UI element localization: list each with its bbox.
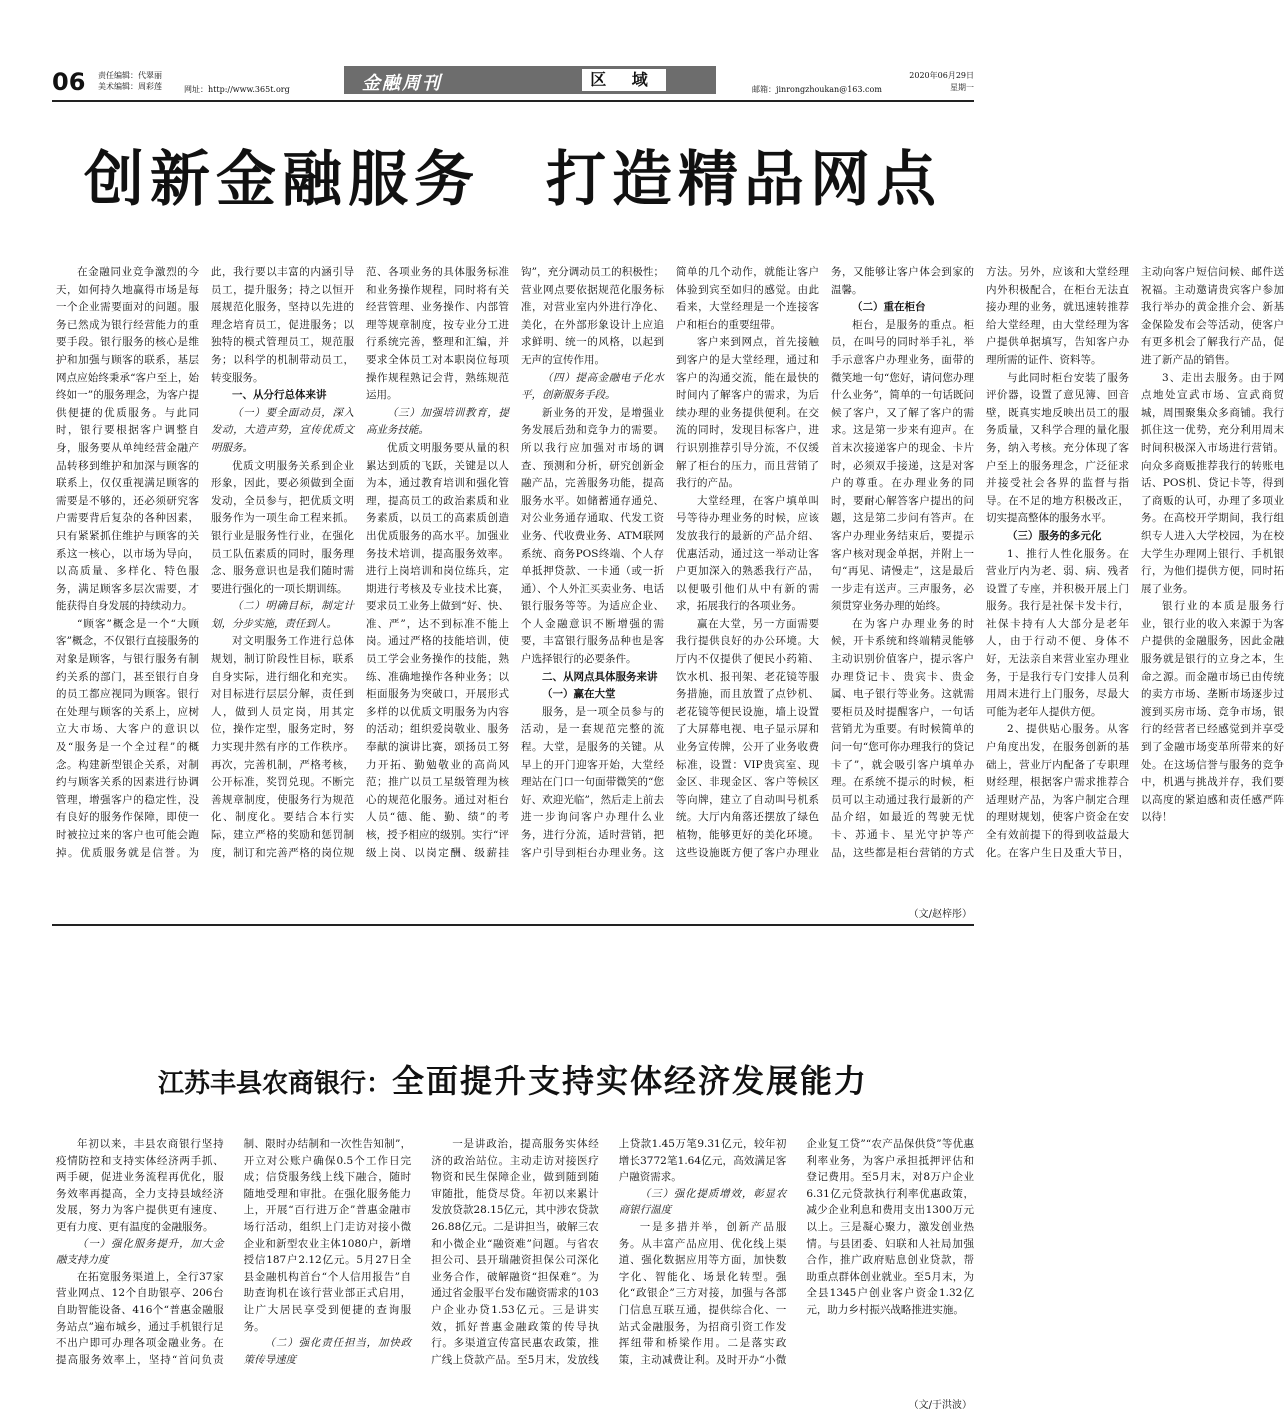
paragraph: “顾客”概念是一个“大顾客”概念，不仅银行直接服务的对象是顾客，与银行服务有制约关系的部门，甚至银行自身的员工都应视同为顾客。银行在处理与顾客的关系上，应树立大市场、大客户的意识以及“服务是一个全过程”的概念。构建新型银企关系，对制约与顾客关系的因素进行协调管理，增强客户的稳定性，没有良好的服务作保障，即使一时被拉过来的客户也可能会跑掉。优质服务就是信誉。为此，我行要以丰富的内涵引导员工，提升服务；持之以恒开展规范化服务，坚持以先进的理念培育员工，促进服务；以独特的模式管理员工，规范服务；以科学的机制带动员工，转变服务。 <box>56 266 354 859</box>
dateline <box>909 70 974 94</box>
section-label: 区 域 <box>582 69 666 91</box>
editor-line: 责任编辑：代翠丽 <box>98 71 162 80</box>
subheading: （一）赢在大堂 <box>542 688 616 701</box>
main-article-body <box>56 264 1284 864</box>
paragraph: 服务，是一项全员参与的活动，是一套规范完整的流程。大堂，是服务的关键。从早上的开门迎客开始，大堂经理站在门口一句面带微笑的“您好、欢迎光临”，然后走上前去进一步询问客户办理什么业务，进行分流，适时营销，把客户引导到柜台办理业务。这简单的几个动作，就能让客户体验到宾至如归的感觉。由此看来，大堂经理是一个连接客户和柜台的重要纽带。 <box>521 266 819 859</box>
page-header <box>52 66 974 100</box>
secondary-article-byline: （文/于洪波） <box>908 1400 972 1411</box>
subheading: （二）强化责任担当，加快政策传导速度 <box>243 1337 412 1366</box>
secondary-article-body <box>56 1136 974 1376</box>
paragraph: 2、提供贴心服务。从客户角度出发，在服务创新的基础上，营业厅内配备了专职理财经理，根据客户需求推荐合适理财产品，为客户制定合理的理财规划，使客户资金在安全有效前提下的得到收益最大化。在客户生日及重大节日，主动向客户短信问候、邮件送祝福。主动邀请贵宾客户参加我行举办的黄金推介会、新基金保险发布会等活动，使客户有更多机会了解我行产品，促进了新产品的销售。 <box>986 266 1284 859</box>
editor-credits <box>98 70 162 92</box>
paragraph: 3、走出去服务。由于网点地处宣武市场、宣武商贸城，周围聚集众多商铺。我行抓住这一优势，充分利用周末时间积极深入市场进行营销。向众多商贩推荐我行的转账电话、POS机、贷记卡等，得到了商贩的认可，办理了多项业务。在高校开学期间，我行组织专人进入大学校园，为在校大学生办理网上银行、手机银行，为他们提供方便，同时拓展了业务。 <box>1141 371 1284 595</box>
main-headline: 创新金融服务 打造精品网点 <box>84 145 942 215</box>
subheading: （二）重在柜台 <box>852 301 926 314</box>
subheading: （一）要全面动员，深入发动，大造声势，宣传优质文明服务。 <box>211 406 354 454</box>
subheading: （一）强化服务提升，加大金融支持力度 <box>56 1237 224 1267</box>
paragraph: 赢在大堂，另一方面需要我行提供良好的办公环境。大厅内不仅提供了便民小药箱、饮水机、报刊架、老花镜等服务措施，而且放置了点钞机、老花镜等便民设施，墙上设置了大屏幕电视、电子显示屏和业务宣传牌，公开了业务收费标准，设置：VIP贵宾室、现金区、非现金区、客户等候区等向牌，建立了自动叫号机系统。大厅内角落还摆放了绿色植物，能够更好的美化环境。这些设施既方便了客户办理业务，又能够让客户体会到家的温馨。 <box>676 266 974 859</box>
secondary-headline-main: 全面提升支持实体经济发展能力 <box>392 1062 869 1100</box>
subheading: （二）明确目标，制定计划，分步实施，责任到人。 <box>211 600 354 630</box>
issue-weekday: 星期一 <box>950 83 974 92</box>
paragraph: 对文明服务工作进行总体规划，制订阶段性目标，联系自身实际，进行细化和充实。对目标进行层层分解，责任到人，做到人员定岗，用其定位，操作定型，服务定时，努力实现井然有序的工作秩序。再次，完善机制，严格考核，公开标准，奖罚兑现。不断完善规章制度，使服务行为规范化、制度化。要结合本行实际，建立严格的奖励和惩罚制度，制订和完善严格的岗位规范、各项业务的具体服务标准和业务操作规程，同时将有关经营管理、业务操作、内部管理等规章制度，按专业分工进行系统完善，整理和汇编，并要求全体员工对本职岗位每项操作规程熟记会背，熟练规范运用。 <box>211 266 509 859</box>
paragraph: 新业务的开发，是增强业务发展后劲和竞争力的需要。所以我行应加强对市场的调查、预测和分析，研究创新金融产品，完善服务功能，提高服务水平。如储蓄通存通兑、对公业务通存通取、代发工资业务、代收费业务、ATM联网系统、商务POS终端、个人存单抵押贷款、一卡通（或一折通）、个人外汇买卖业务、电话银行服务等等。为适应企业、个人金融意识不断增强的需要，丰富银行服务品种也是客户选择银行的必要条件。 <box>521 406 664 666</box>
secondary-headline <box>52 1056 974 1102</box>
paragraph: 银行业的本质是服务行业，银行业的收入来源于为客户提供的金融服务，因此金融服务就是银行的立身之本，生命之源。而金融市场已由传统的卖方市场、垄断市场逐步过渡到买房市场、竞争市场，银行的经营者已经感觉到并享受到了金融市场变革所带来的好处。在这场信誉与服务的竞争中，机遇与挑战并存，我们要以高度的紧迫感和责任感严阵以待！ <box>1141 600 1284 824</box>
paragraph: 优质文明服务要从量的积累达到质的飞跃，关键是以人为本，通过教育培训和强化管理，提高员工的政治素质和业务素质，以员工的高素质创造出优质服务的高水平。加强业务技术培训，提高服务效率。进行上岗培训和岗位练兵，定期进行考核及专业技术比赛，要求员工业务上做到“好、快、准、严”，达不到标准不能上岗。通过严格的技能培训，使员工学会业务操作的技能，熟练、准确地操作各种业务；以柜面服务为突破口，开展形式多样的以优质文明服务为内容的活动；组织爱岗敬业、服务奉献的演讲比赛，颂扬员工努力开拓、勤勉敬业的高尚风范；推广以员工星级管理为核心的规范化服务。通过对柜台人员“德、能、勤、绩”的考核，授予相应的级别。实行“评级上岗、以岗定酬、级薪挂钩”，充分调动员工的积极性；营业网点要依据规范化服务标准，对营业室内外进行净化、美化，在外部形象设计上应追求鲜明、统一的风格，以起到无声的宣传作用。 <box>366 266 664 859</box>
email-address: 邮箱：jinrongzhoukan@163.com <box>752 85 882 94</box>
paragraph: 一是讲政治，提高服务实体经济的政治站位。主动走访对接医疗物资和民生保障企业，做到随到随审随批，能贷尽贷。年初以来累计发放贷款28.15亿元，其中涉农贷款26.88亿元。二是讲担当，破解三农和小微企业“融资难”问题。与省农担公司、县开瑞融资担保公司深化业务合作，破解融资“担保难”。为通过省金服平台发布融资需求的103户企业办贷1.53亿元。三是讲实效，抓好普惠金融政策的传导执行。多渠道宣传富民惠农政策，推广线上贷款产品。至5月末，发放线上贷款1.45万笔9.31亿元，较年初增长3772笔1.64亿元，高效满足客户融资需求。 <box>431 1138 787 1366</box>
paragraph: 在金融同业竞争激烈的今天，如何持久地赢得市场是每一个企业需要面对的问题。服务已然成为银行经营能力的重要手段。银行服务的核心是维护和加强与顾客的联系，基层网点应始终秉承“客户至上，始终如一”的服务理念，为客户提供便捷的优质服务。与此同时，银行要根据客户调整自身，服务要从单纯经营金融产品转移到维护和加深与顾客的联系上，仅仅重视满足顾客的需要是不够的，还必须研究客户需要背后复杂的各种因素，只有紧紧抓住维护与顾客的关系这一核心，以市场为导向，以高质量、多样化、特色服务，满足顾客多层次需要，才能获得自身发展的持续动力。 <box>56 266 199 613</box>
subheading: 一、从分行总体来讲 <box>232 389 327 402</box>
subheading: （三）服务的多元化 <box>1007 529 1102 542</box>
subheading: （四）提高金融电子化水平，创新服务手段。 <box>521 371 664 402</box>
paragraph: 大堂经理，在客户填单叫号等待办理业务的时候，应该发放我行的最新的产品介绍、优惠活动，通过这一举动让客户更加深入的熟悉我行产品，以便吸引他们从中有新的需求，拓展我行的各项业务。 <box>676 494 819 613</box>
publication-brand: 金融周刊 <box>362 73 442 94</box>
paragraph: 在为客户办理业务的时候，开卡系统和终端精灵能够主动识别价值客户，提示客户办理贷记卡、贵宾卡、贵金属、电子银行等业务。这就需要柜员及时提醒客户，一句话营销尤为重要。有时候简单的问一句“您可你办理我行的贷记卡了”，就会吸引客户填单办理。在系统不提示的时候，柜员可以主动通过我行最新的产品介绍，如最近的驾驶无忧卡、苏通卡、星光守护等产品，这些都是柜台营销的方式方法。另外，应该和大堂经理内外积极配合，在柜台无法直接办理的业务，就迅速转推荐给大堂经理，由大堂经理为客户提供单据填写，告知客户办理所需的证件、资料等。 <box>831 266 1129 859</box>
page-number: 06 <box>52 68 86 96</box>
paragraph: 一是多措并举，创新产品服务。从丰富产品应用、优化线上渠道、强化数据应用等方面，加快数字化、智能化、场景化转型。强化“政银企”三方对接，加强与各部门信息互联互通，提供综合化、一站式金融服务，为招商引资工作发挥纽带和桥梁作用。二是落实政策，主动减费让利。及时开办“小微企业复工贷”“农产品保供贷”等优惠利率业务，为客户承担抵押评估和登记费用。至5月末，对8万户企业6.31亿元贷款执行利率优惠政策，减少企业利息和费用支出1300万元以上。三是凝心聚力，激发创业热情。与县团委、妇联和人社局加强合作，推广政府贴息创业贷款，帮助重点群体创业就业。至5月末，为全县1345户创业客户资金1.32亿元，助力乡村振兴战略推进实施。 <box>618 1138 974 1366</box>
subheading: 二、从网点具体服务来讲 <box>542 670 658 683</box>
header-divider <box>52 100 974 102</box>
website-url: 网址：http://www.365t.org <box>184 85 290 94</box>
issue-date: 2020年06月29日 <box>909 71 974 80</box>
paragraph: 柜台，是服务的重点。柜员，在叫号的同时举手礼，举手示意客户办理业务，面带的微笑地一句“您好，请问您办理什么业务”，简单的一句话既问候了客户，又了解了客户的需求。这是第一步来有迎声。在首末次接递客户的现金、卡片时，必须双手接递，这是对客户的尊重。在办理业务的同时，要耐心解答客户提出的问题，这是第二步问有答声。在客户办理业务结束后，要提示客户核对现金单据，并附上一句“再见、请慢走”，这是最后一步走有送声。三声服务，必须贯穿业务办理的始终。 <box>831 318 974 613</box>
article-divider <box>52 924 974 926</box>
subheading: （三）强化提质增效，彰显农商银行温度 <box>618 1187 787 1217</box>
paragraph: 客户来到网点，首先接触到客户的是大堂经理，通过和客户的沟通交流，能在最快的时间内了解客户的需求，为后续办理的业务提供便利。在交流的同时，发现目标客户，进行识别推荐引导分流，不仅缓解了柜台的压力，而且营销了我行的产品。 <box>676 336 819 490</box>
secondary-headline-prefix: 江苏丰县农商银行： <box>157 1069 392 1099</box>
art-editor-line: 美术编辑：周彩莲 <box>98 82 162 91</box>
paragraph: 在拓宽服务渠道上，全行37家营业网点、12个自助银亭、206台自助智能设备、416个“普惠金融服务站点”遍布城乡，通过手机银行足不出户即可办理各项金融业务。在提高服务效率上，坚持“首问负责制、限时办结制和一次性告知制”，开立对公账户确保0.5个工作日完成；信贷服务线上线下融合，随时随地受理和审批。在强化服务能力上，开展“百行进万企”普惠金融市场行活动，组织上门走访对接小微企业和新型农业主体1080户，新增授信187户2.12亿元。5月27日全县金融机构首台“个人信用报告”自助查询机在该行营业部正式启用，让广大居民享受到便捷的查询服务。 <box>56 1138 412 1366</box>
paragraph: 年初以来，丰县农商银行坚持疫情防控和支持实体经济两手抓、两手硬，促进业务流程再优化，服务效率再提高，全力支持县域经济发展，努力为客户提供更有速度、更有力度、更有温度的金融服务。 <box>56 1138 224 1233</box>
main-article-byline: （文/赵梓彤） <box>908 909 972 920</box>
paragraph: 与此同时柜台安装了服务评价器，设置了意见簿、回音壁，既真实地反映出员工的服务质量，又科学合理的量化服务，纳入考核。充分体现了客户至上的服务理念，广泛征求并接受社会各界的监督与指导。在不足的地方积极改正，切实提高整体的服务水平。 <box>986 371 1129 525</box>
paragraph: 优质文明服务关系到企业形象，因此，要必须做到全面发动，全员参与，把优质文明服务作为一项生命工程来抓。银行业是服务性行业，在强化员工队伍素质的同时，服务理念、服务意识也是我们随时需要进行强化的一项长期训练。 <box>211 459 354 595</box>
subheading: （三）加强培训教育，提高业务技能。 <box>366 406 509 437</box>
paragraph: 1、推行人性化服务。在营业厅内为老、弱、病、残者设置了专座，并积极开展上门服务。我行是社保卡发卡行，社保卡持有人大部分是老年人，由于行动不便、身体不好，无法亲自来营业室办理业务，于是我行专门安排人员利用周末进行上门服务，尽最大可能为老年人提供方便。 <box>986 547 1129 718</box>
